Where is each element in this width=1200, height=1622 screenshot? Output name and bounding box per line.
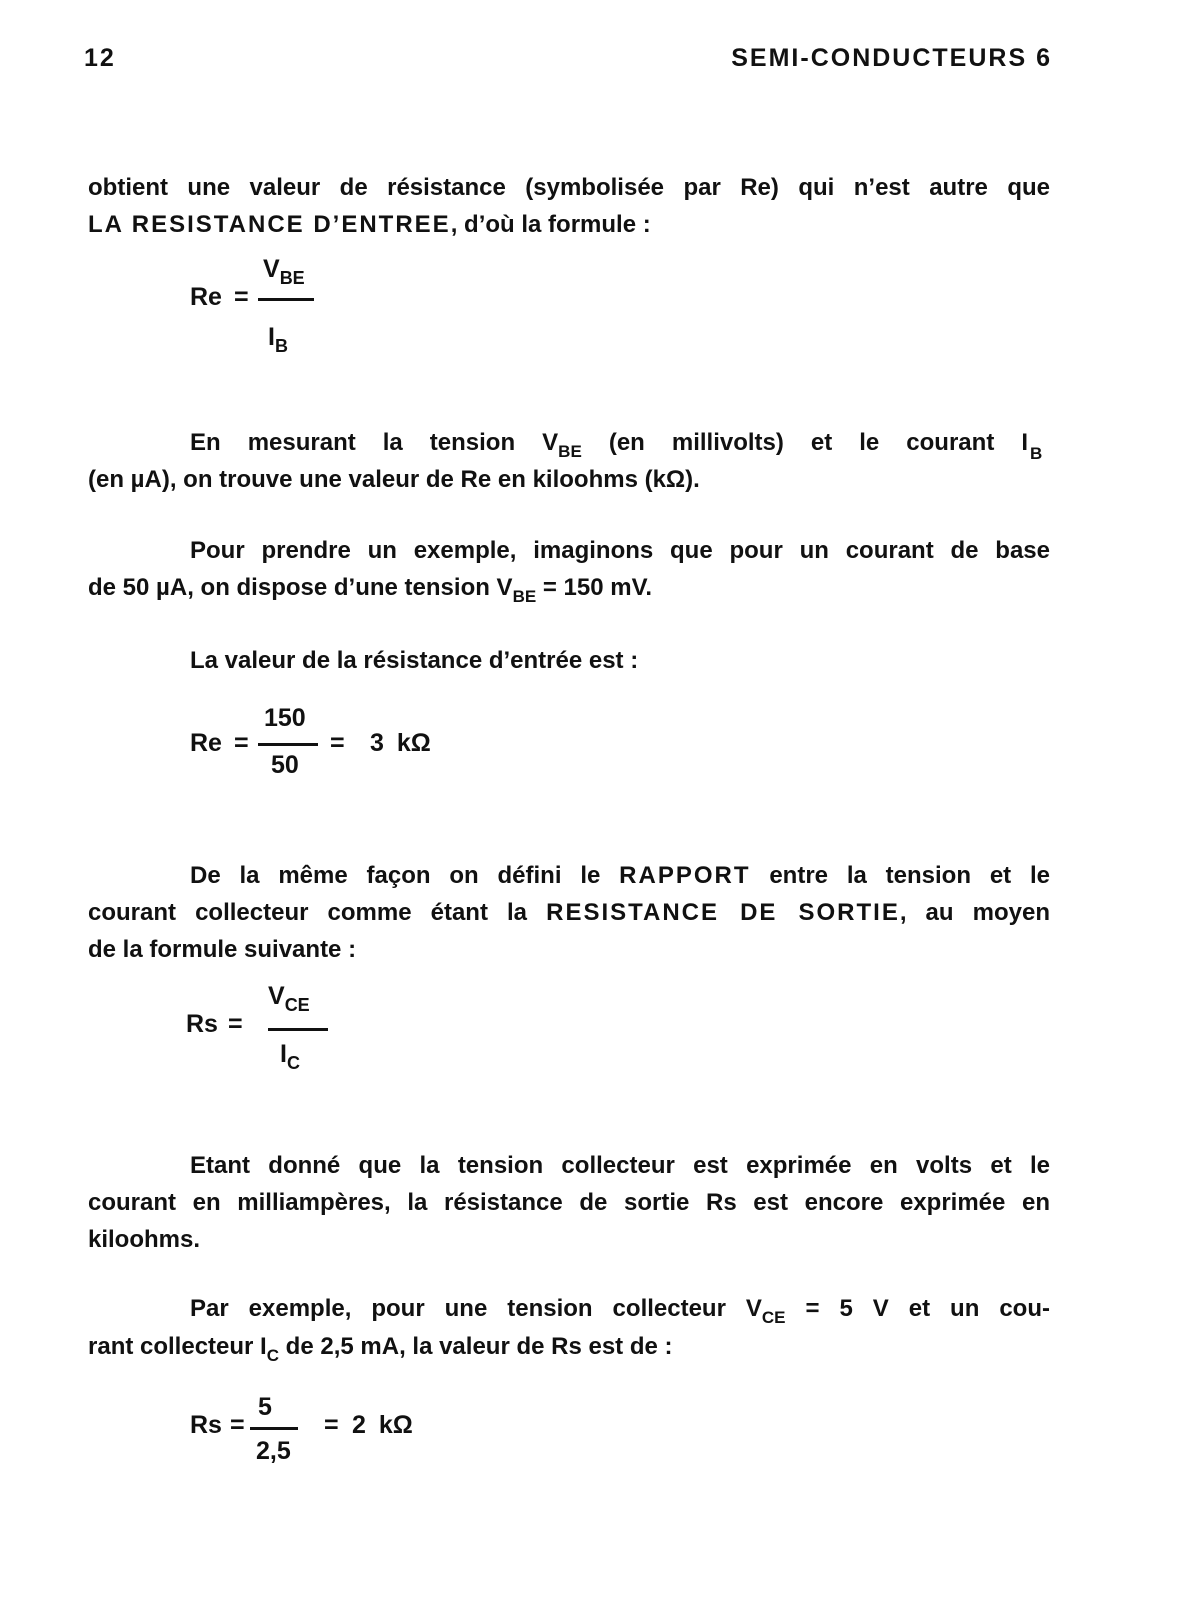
paragraph-3-text-b: = 150 mV. xyxy=(536,574,653,601)
formula-2-numerator: 150 xyxy=(264,704,306,732)
subscript-b: B xyxy=(1030,444,1043,463)
emphasis-ratio: RAPPORT xyxy=(619,862,751,889)
paragraph-6-text-b: = 5 V et un cou- xyxy=(785,1295,1050,1322)
formula-4-lhs: Rs xyxy=(190,1411,222,1439)
formula-4-equals-2: = xyxy=(324,1411,339,1439)
paragraph-2-line-1 xyxy=(190,429,1029,461)
paragraph-6-text-d: de 2,5 mA, la valeur de Rs est de : xyxy=(279,1333,673,1360)
paragraph-3-line-2 xyxy=(88,574,1050,606)
paragraph-6-text-c: rant collecteur I xyxy=(88,1333,267,1360)
paragraph-4-text-d: , au moyen xyxy=(899,899,1050,926)
paragraph-2-line-2: (en µA), on trouve une valeur de Re en kiloohms (kΩ). xyxy=(88,466,700,493)
formula-1-fraction-bar xyxy=(258,298,314,301)
formula-1-den-sub: B xyxy=(274,336,288,356)
formula-3-num-main: V xyxy=(268,982,285,1010)
formula-2-equals-2: = xyxy=(330,729,345,757)
paragraph-4-text-c: courant collecteur comme étant la xyxy=(88,899,547,926)
paragraph-6-text-a: Par exemple, pour une tension collecteur V xyxy=(190,1295,762,1322)
paragraph-4-text-b: entre la tension et le xyxy=(750,862,1050,889)
paragraph-6-line-1 xyxy=(190,1295,1050,1327)
formula-3-numerator xyxy=(268,982,310,1015)
formula-1-numerator xyxy=(263,255,305,288)
paragraph-4-line-1 xyxy=(190,862,1050,890)
formula-3-equals: = xyxy=(228,1010,243,1038)
formula-2-denominator: 50 xyxy=(271,751,299,779)
paragraph-1-line-1: obtient une valeur de résistance (symbolisée par Re) qui n’est autre que xyxy=(88,174,1050,201)
paragraph-1-line-2 xyxy=(88,211,1050,239)
running-title: SEMI-CONDUCTEURS 6 xyxy=(731,44,1052,72)
paragraph-2-text-a: En mesurant la tension V xyxy=(190,429,559,456)
formula-3-fraction-bar xyxy=(268,1028,328,1031)
formula-3-num-sub: CE xyxy=(284,995,310,1015)
formula-1-num-main: V xyxy=(263,255,280,283)
formula-2-equals: = xyxy=(234,729,249,757)
formula-1-num-sub: BE xyxy=(279,268,305,288)
formula-2-lhs: Re xyxy=(190,729,222,757)
formula-4-fraction-bar xyxy=(250,1427,298,1430)
paragraph-1-line-2-rest: , d’où la formule : xyxy=(450,211,651,238)
subscript-be: BE xyxy=(558,442,582,461)
formula-1-den-main: I xyxy=(268,323,275,351)
formula-3-denominator xyxy=(280,1040,300,1073)
subscript-ce: CE xyxy=(761,1308,786,1327)
subscript-be: BE xyxy=(512,587,537,606)
emphasis-output-resistance: RESISTANCE DE SORTIE xyxy=(546,899,900,926)
formula-3-den-sub: C xyxy=(286,1053,300,1073)
formula-4-equals: = xyxy=(230,1411,245,1439)
paragraph-2-text-b: (en millivolts) et le courant I xyxy=(581,429,1029,456)
subscript-c: C xyxy=(266,1346,280,1365)
formula-3-den-main: I xyxy=(280,1040,287,1068)
formula-2-result: 3 kΩ xyxy=(370,729,431,757)
emphasis-input-resistance: LA RESISTANCE D’ENTREE xyxy=(88,211,451,238)
paragraph-3-text-a: de 50 µA, on dispose d’une tension V xyxy=(88,574,513,601)
paragraph-5-line-3: kiloohms. xyxy=(88,1226,201,1253)
paragraph-5-line-1: Etant donné que la tension collecteur est exprimée en volts et le xyxy=(190,1152,1050,1179)
paragraph-4-text-a: De la même façon on défini le xyxy=(190,862,620,889)
paragraph-6-line-2 xyxy=(88,1333,1050,1365)
formula-2-fraction-bar xyxy=(258,743,318,746)
formula-4-numerator: 5 xyxy=(258,1393,272,1421)
paragraph-4-line-3: de la formule suivante : xyxy=(88,936,357,963)
formula-3-lhs: Rs xyxy=(186,1010,218,1038)
page-number: 12 xyxy=(84,44,116,72)
formula-1-equals: = xyxy=(234,283,249,311)
formula-4-result: 2 kΩ xyxy=(352,1411,413,1439)
paragraph-3-line-1: Pour prendre un exemple, imaginons que pour un courant de base xyxy=(190,537,1050,564)
formula-1-denominator xyxy=(268,323,288,356)
formula-4-denominator: 2,5 xyxy=(256,1437,291,1465)
paragraph-5-line-2: courant en milliampères, la résistance de sortie Rs est encore exprimée en xyxy=(88,1189,1050,1216)
formula-1-lhs: Re xyxy=(190,283,222,311)
paragraph-intro-input-value: La valeur de la résistance d’entrée est : xyxy=(190,647,639,674)
paragraph-4-line-2 xyxy=(88,899,1050,927)
